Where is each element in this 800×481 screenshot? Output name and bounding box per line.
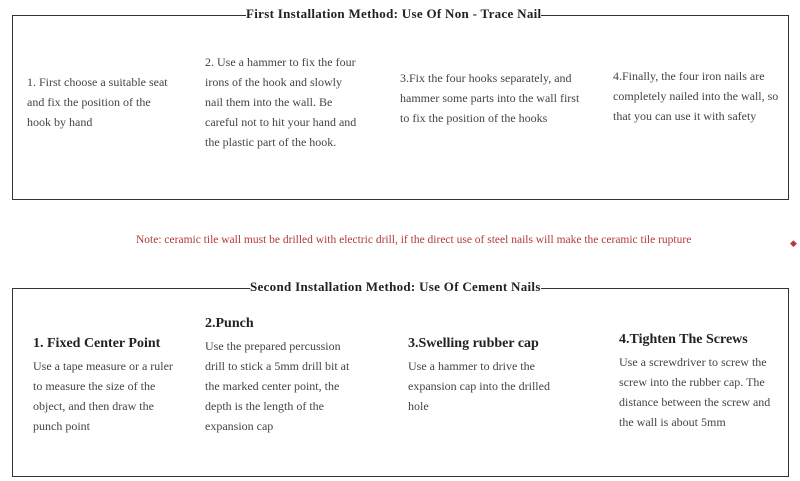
section1-step-2: 2. Use a hammer to fix the four irons of the hook and slowly nail them into the wall. Be careful not to hit your hand and the plastic part of the hook. [205,55,357,149]
section1-step-1: 1. First choose a suitable seat and fix the position of the hook by hand [27,75,168,129]
section2-step-4-heading: 4.Tighten The Screws [619,332,748,347]
section2-step-3-heading: 3.Swelling rubber cap [408,336,539,351]
section2-title-line-left [12,288,234,289]
section2-step-1-heading: 1. Fixed Center Point [33,336,161,351]
section2-title: Second Installation Method: Use Of Cement Nails [250,279,541,294]
section2-step-4-text: Use a screwdriver to screw the screw into the rubber cap. The distance between the screw and the wall is about 5mm [619,355,771,429]
section1-title-line-left [12,15,230,16]
section2-step-2-text: Use the prepared percussion drill to stick a 5mm drill bit at the marked center point, the depth is the length of the expansion cap [205,339,350,433]
section1-step-4: 4.Finally, the four iron nails are completely nailed into the wall, so that you can use it with safety [613,69,779,123]
section1-title-line-right [572,15,789,16]
section2-step-1-text: Use a tape measure or a ruler to measure the size of the object, and then draw the punch point [33,359,173,433]
section1-step-3: 3.Fix the four hooks separately, and hammer some parts into the wall first to fix the position of the hooks [400,71,580,125]
section2-title-line-right [566,288,789,289]
section1-title: First Installation Method: Use Of Non - Trace Nail [246,6,542,21]
section2-step-3-text: Use a hammer to drive the expansion cap into the drilled hole [408,359,550,413]
ceramic-tile-note: Note: ceramic tile wall must be drilled with electric drill, if the direct use of steel nails will make the ceramic tile rupture [136,234,692,246]
section2-step-2-heading: 2.Punch [205,316,254,331]
note-bullet-icon: ◆ [790,238,797,248]
